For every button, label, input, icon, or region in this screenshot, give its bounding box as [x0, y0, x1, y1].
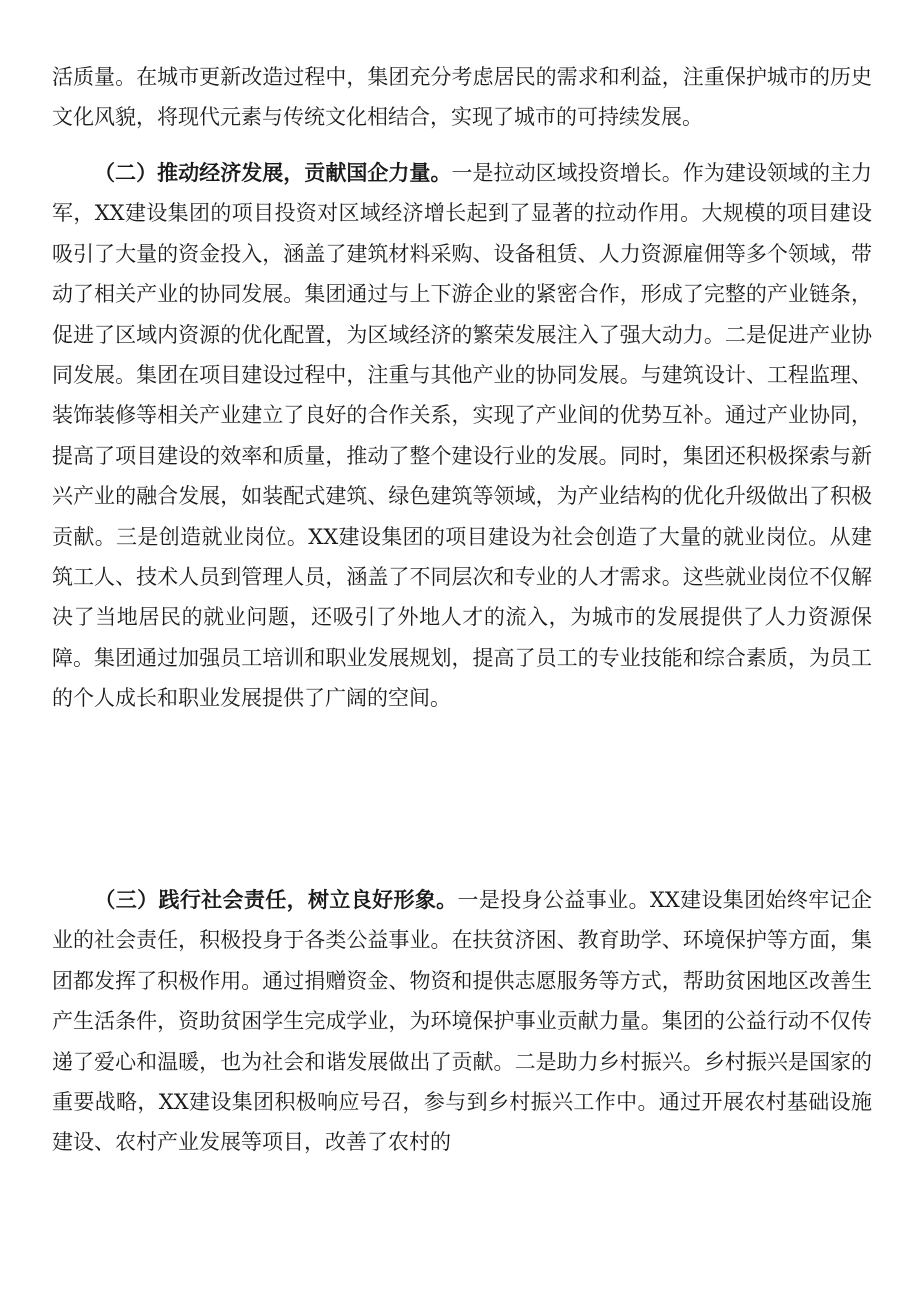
paragraph-section-3	[52, 880, 872, 1163]
paragraph-body: 一是投身公益事业。XX建设集团始终牢记企业的社会责任，积极投身于各类公益事业。在扶贫济困、教育助学、环境保护等方面，集团都发挥了积极作用。通过捐赠资金、物资和提供志愿服务等方式，帮助贫困地区改善生产生活条件，资助贫困学生完成学业，为环境保护事业贡献力量。集团的公益行动不仅传递了爱心和温暖，也为社会和谐发展做出了贡献。二是助力乡村振兴。乡村振兴是国家的重要战略，XX建设集团积极响应号召，参与到乡村振兴工作中。通过开展农村基础设施建设、农村产业发展等项目，改善了农村的	[52, 888, 872, 1155]
paragraph-body: 活质量。在城市更新改造过程中，集团充分考虑居民的需求和利益，注重保护城市的历史文化风貌，将现代元素与传统文化相结合，实现了城市的可持续发展。	[52, 65, 872, 130]
paragraph-section-2	[52, 153, 872, 719]
section-heading: （三）践行社会责任，树立良好形象。	[94, 888, 458, 912]
section-heading: （二）推动经济发展，贡献国企力量。	[94, 161, 452, 185]
paragraph-continuation	[52, 57, 872, 138]
paragraph-body: 一是拉动区域投资增长。作为建设领域的主力军，XX建设集团的项目投资对区域经济增长起到了显著的拉动作用。大规模的项目建设吸引了大量的资金投入，涵盖了建筑材料采购、设备租赁、人力资源雇佣等多个领域，带动了相关产业的协同发展。集团通过与上下游企业的紧密合作，形成了完整的产业链条，促进了区域内资源的优化配置，为区域经济的繁荣发展注入了强大动力。二是促进产业协同发展。集团在项目建设过程中，注重与其他产业的协同发展。与建筑设计、工程监理、装饰装修等相关产业建立了良好的合作关系，实现了产业间的优势互补。通过产业协同，提高了项目建设的效率和质量，推动了整个建设行业的发展。同时，集团还积极探索与新兴产业的融合发展，如装配式建筑、绿色建筑等领域，为产业结构的优化升级做出了积极贡献。三是创造就业岗位。XX建设集团的项目建设为社会创造了大量的就业岗位。从建筑工人、技术人员到管理人员，涵盖了不同层次和专业的人才需求。这些就业岗位不仅解决了当地居民的就业问题，还吸引了外地人才的流入，为城市的发展提供了人力资源保障。集团通过加强员工培训和职业发展规划，提高了员工的专业技能和综合素质，为员工的个人成长和职业发展提供了广阔的空间。	[52, 161, 873, 711]
